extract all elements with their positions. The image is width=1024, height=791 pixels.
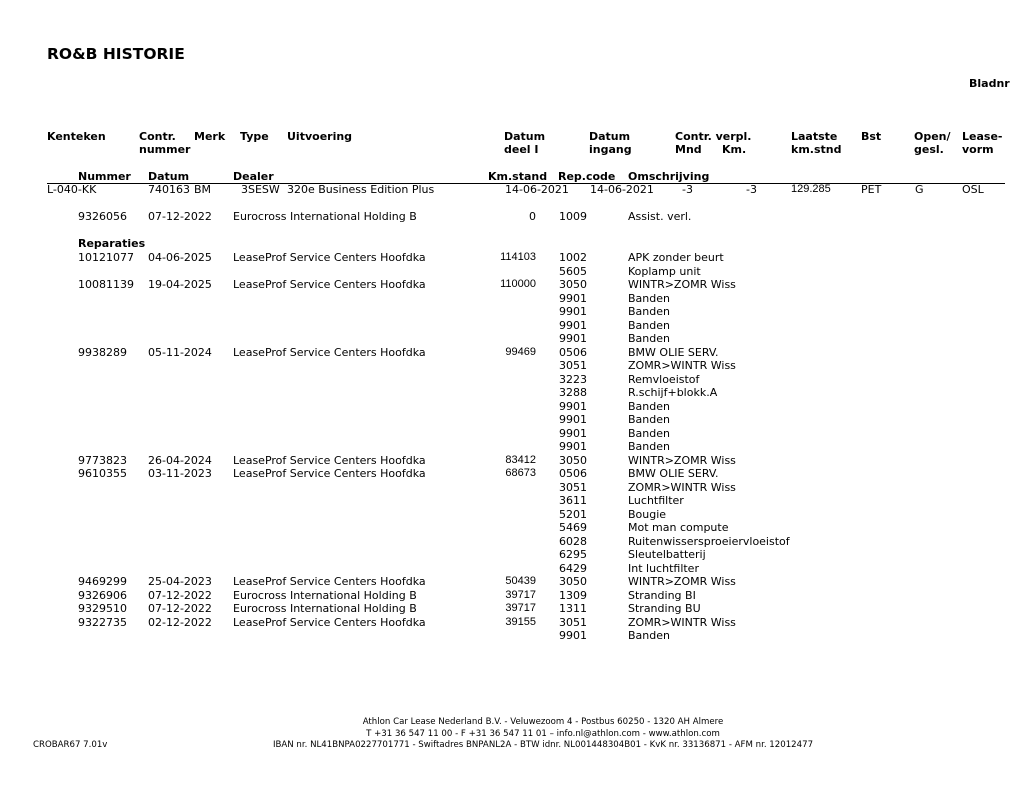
repair-description: Banden (628, 413, 670, 426)
repair-code: 0506 (559, 345, 587, 359)
repair-code: 3611 (559, 494, 587, 507)
vehicle-merk: BM (194, 183, 212, 196)
vehicle-km: -3 (746, 183, 757, 196)
repair-description: WINTR>ZOMR Wiss (628, 453, 736, 467)
repair-code: 1002 (559, 251, 587, 264)
footer-line-2: T +31 36 547 11 00 - F +31 36 547 11 01 – info.nl@athlon.com - www.athlon.com (366, 729, 720, 739)
col-datum-ingang-2: ingang (589, 143, 632, 156)
repair-code: 9901 (559, 440, 587, 453)
repair-description: Remvloeistof (628, 372, 700, 386)
col-datum-ingang-1: Datum (589, 130, 631, 143)
col-datum-deel-1: Datum (504, 130, 546, 143)
repair-dealer: LeaseProf Service Centers Hoofdka (233, 278, 426, 291)
repair-datum: 03-11-2023 (148, 467, 212, 480)
repair-kmstand: 50439 (505, 575, 536, 587)
repair-kmstand: 99469 (505, 345, 536, 358)
repair-description: Banden (628, 629, 670, 642)
repair-kmstand: 83412 (505, 453, 536, 466)
repair-description: APK zonder beurt (628, 251, 724, 264)
vehicle-kenteken: L-040-KK (47, 183, 97, 196)
repair-description: BMW OLIE SERV. (628, 345, 719, 359)
report-title: RO&B HISTORIE (47, 45, 185, 63)
vehicle-bst: PET (861, 183, 882, 196)
repair-description: Stranding BI (628, 588, 696, 602)
repair-code: 6429 (559, 561, 587, 575)
repair-nummer: 9329510 (78, 602, 127, 615)
repair-code: 5469 (559, 521, 587, 534)
repair-description: Banden (628, 318, 670, 332)
vehicle-datum-ingang: 14-06-2021 (590, 183, 654, 196)
repair-kmstand: 68673 (505, 467, 536, 479)
assist-code: 1009 (559, 210, 587, 223)
col-open-2: gesl. (914, 143, 944, 156)
col-repcode: Rep.code (558, 170, 616, 183)
repair-datum: 25-04-2023 (148, 575, 212, 588)
assist-omschrijving: Assist. verl. (628, 210, 692, 223)
repair-datum: 07-12-2022 (148, 588, 212, 602)
repair-dealer: Eurocross International Holding B (233, 602, 417, 615)
col-bst: Bst (861, 130, 882, 143)
vehicle-open: G (915, 183, 924, 196)
col-datum-deel-2: deel I (504, 143, 539, 156)
vehicle-laatste-km: 129.285 (791, 183, 831, 195)
footer-line-1: Athlon Car Lease Nederland B.V. - Veluwezoom 4 - Postbus 60250 - 1320 AH Almere (362, 717, 724, 727)
repair-code: 9901 (559, 291, 587, 305)
repair-nummer: 10081139 (78, 278, 134, 291)
repair-code: 9901 (559, 305, 587, 318)
repair-description: WINTR>ZOMR Wiss (628, 575, 736, 588)
vehicle-lease: OSL (962, 183, 984, 196)
footer-version: CROBAR67 7.01v (33, 740, 108, 750)
repair-datum: 19-04-2025 (148, 278, 212, 291)
repair-code: 9901 (559, 318, 587, 332)
repair-code: 0506 (559, 467, 587, 480)
repair-dealer: LeaseProf Service Centers Hoofdka (233, 615, 426, 629)
repair-description: Banden (628, 291, 670, 305)
repair-description: Koplamp unit (628, 264, 701, 278)
repair-code: 6028 (559, 534, 587, 548)
vehicle-type: 3SESW (241, 183, 280, 196)
col-contr-verpl: Contr. verpl. (675, 130, 752, 143)
col-lease-2: vorm (962, 143, 994, 156)
repair-description: ZOMR>WINTR Wiss (628, 480, 736, 494)
repair-kmstand: 39717 (505, 602, 536, 614)
repair-description: Banden (628, 399, 670, 413)
assist-dealer: Eurocross International Holding B (233, 210, 417, 223)
repair-code: 9901 (559, 629, 587, 642)
col-lease-1: Lease- (962, 130, 1003, 143)
col-contr-1: Contr. (139, 130, 176, 143)
col-mnd: Mnd (675, 143, 702, 156)
repair-code: 3050 (559, 575, 587, 588)
repair-code: 3288 (559, 386, 587, 399)
col-datum: Datum (148, 170, 190, 183)
repair-code: 9901 (559, 399, 587, 413)
repair-dealer: Eurocross International Holding B (233, 588, 417, 602)
repair-description: Ruitenwissersproeiervloeistof (628, 534, 790, 548)
repair-description: Banden (628, 426, 670, 440)
footer-line-3: IBAN nr. NL41BNPA0227701771 - Swiftadres BNPANL2A - BTW idnr. NL001448304B01 - KvK nr. 33136871 - AFM nr. 12012477 (272, 740, 814, 750)
col-laatste-1: Laatste (791, 130, 838, 143)
repair-description: Bougie (628, 507, 667, 521)
repair-code: 3051 (559, 615, 587, 629)
repair-description: WINTR>ZOMR Wiss (628, 278, 736, 291)
repair-datum: 05-11-2024 (148, 345, 212, 359)
repair-description: ZOMR>WINTR Wiss (628, 615, 736, 629)
col-km: Km. (722, 143, 747, 156)
repair-nummer: 9938289 (78, 345, 127, 359)
vehicle-datum-deel: 14-06-2021 (505, 183, 569, 196)
repair-description: ZOMR>WINTR Wiss (628, 359, 736, 372)
assist-nummer: 9326056 (78, 210, 127, 223)
repair-code: 3223 (559, 372, 587, 386)
col-contr-2: nummer (139, 143, 191, 156)
repair-datum: 04-06-2025 (148, 251, 212, 264)
col-nummer: Nummer (78, 170, 131, 183)
repair-code: 9901 (559, 413, 587, 426)
repair-code: 3050 (559, 453, 587, 467)
repair-dealer: LeaseProf Service Centers Hoofdka (233, 467, 426, 480)
repair-description: Banden (628, 332, 670, 345)
col-type: Type (240, 130, 269, 143)
repair-code: 3050 (559, 278, 587, 291)
col-omschrijving: Omschrijving (628, 170, 710, 183)
repair-datum: 07-12-2022 (148, 602, 212, 615)
repair-code: 9901 (559, 332, 587, 345)
repair-nummer: 9322735 (78, 615, 127, 629)
col-uitvoering: Uitvoering (287, 130, 353, 143)
repair-dealer: LeaseProf Service Centers Hoofdka (233, 453, 426, 467)
repair-kmstand: 39717 (505, 588, 536, 601)
col-kenteken: Kenteken (47, 130, 106, 143)
vehicle-mnd: -3 (682, 183, 693, 196)
repair-kmstand: 39155 (505, 615, 536, 628)
repair-dealer: LeaseProf Service Centers Hoofdka (233, 251, 426, 264)
col-open-1: Open/ (914, 130, 951, 143)
repair-description: Int luchtfilter (628, 561, 699, 575)
repair-nummer: 9610355 (78, 467, 127, 480)
repair-dealer: LeaseProf Service Centers Hoofdka (233, 575, 426, 588)
page-number-label: Bladnr (969, 77, 1010, 90)
repair-description: Banden (628, 305, 670, 318)
col-kmstand: Km.stand (488, 170, 548, 183)
repair-kmstand: 110000 (500, 278, 536, 290)
repair-description: BMW OLIE SERV. (628, 467, 719, 480)
repair-kmstand: 114103 (500, 251, 536, 263)
repair-code: 6295 (559, 548, 587, 561)
repair-dealer: LeaseProf Service Centers Hoofdka (233, 345, 426, 359)
repair-code: 9901 (559, 426, 587, 440)
repair-description: R.schijf+blokk.A (628, 386, 718, 399)
repair-code: 1311 (559, 602, 587, 615)
vehicle-contract: 740163 (148, 183, 190, 196)
repair-description: Stranding BU (628, 602, 701, 615)
repair-nummer: 9469299 (78, 575, 127, 588)
repair-description: Luchtfilter (628, 494, 684, 507)
col-laatste-2: km.stnd (791, 143, 842, 156)
repair-code: 3051 (559, 359, 587, 372)
repair-code: 5605 (559, 264, 587, 278)
repair-nummer: 10121077 (78, 251, 134, 264)
assist-datum: 07-12-2022 (148, 210, 212, 223)
repair-description: Mot man compute (628, 521, 729, 534)
repair-description: Banden (628, 440, 670, 453)
repair-code: 3051 (559, 480, 587, 494)
assist-kmstand: 0 (529, 210, 536, 223)
col-dealer: Dealer (233, 170, 274, 183)
repair-code: 1309 (559, 588, 587, 602)
repair-datum: 02-12-2022 (148, 615, 212, 629)
repair-nummer: 9773823 (78, 453, 127, 467)
repair-datum: 26-04-2024 (148, 453, 212, 467)
repair-code: 5201 (559, 507, 587, 521)
repair-nummer: 9326906 (78, 588, 127, 602)
col-merk: Merk (194, 130, 226, 143)
repair-description: Sleutelbatterij (628, 548, 706, 561)
reparaties-heading: Reparaties (78, 237, 146, 250)
vehicle-uitvoering: 320e Business Edition Plus (287, 183, 435, 196)
